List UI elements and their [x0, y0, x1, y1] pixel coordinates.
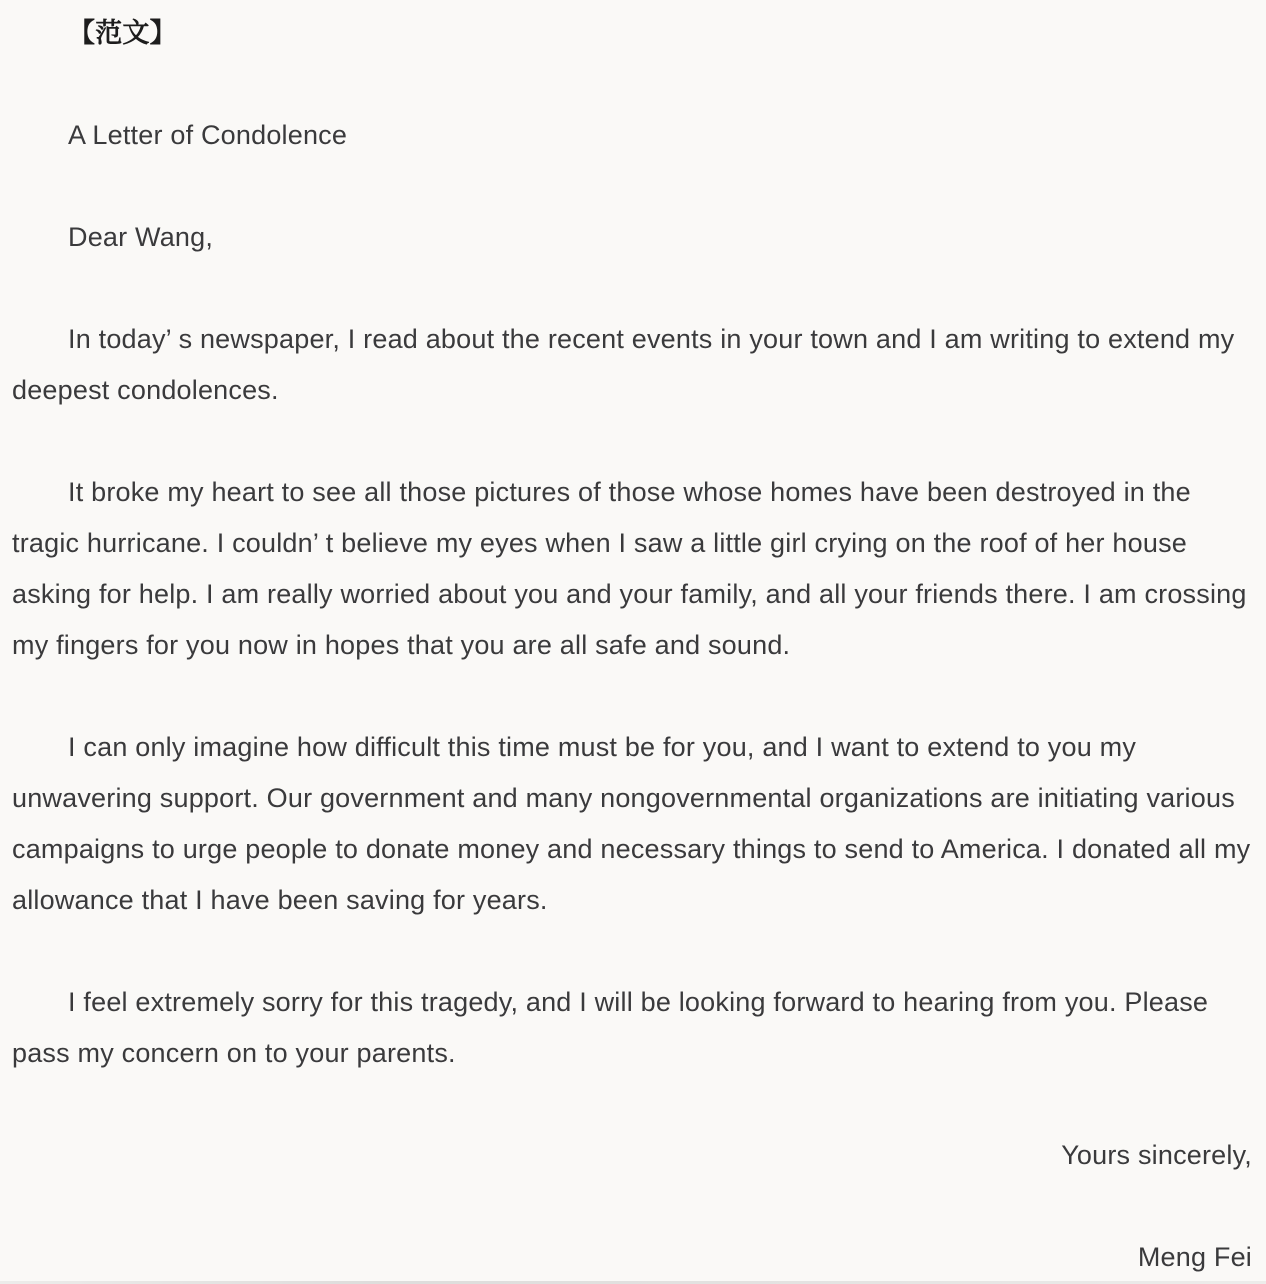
letter-title: A Letter of Condolence — [68, 120, 348, 150]
signature: Meng Fei — [1137, 1242, 1252, 1272]
paragraph-intro: In today’ s newspaper, I read about the recent events in your town and I am writing to extend my deepest condolences. — [12, 324, 1235, 405]
paragraph-support: I can only imagine how difficult this time must be for you, and I want to extend to you my unwavering support. Our government and many nongovernmental organizations are initiating various campaigns to urge people to donate money and necessary things to send to America. I donated all my allowance that I have been saving for years. — [12, 732, 1251, 915]
section-tag: 【范文】 — [68, 18, 177, 48]
paragraph-sympathy: It broke my heart to see all those pictures of those whose homes have been destroyed in the tragic hurricane. I couldn’ t believe my eyes when I saw a little girl crying on the roof of her house asking for help. I am really worried about you and your family, and all your friends there. I am crossing my fingers for you now in hopes that you are all safe and sound. — [12, 477, 1247, 660]
closing: Yours sincerely, — [1061, 1140, 1252, 1170]
salutation: Dear Wang, — [68, 222, 214, 252]
paragraph-farewell: I feel extremely sorry for this tragedy, and I will be looking forward to hearing from you. Please pass my concern on to your parents. — [12, 987, 1209, 1068]
